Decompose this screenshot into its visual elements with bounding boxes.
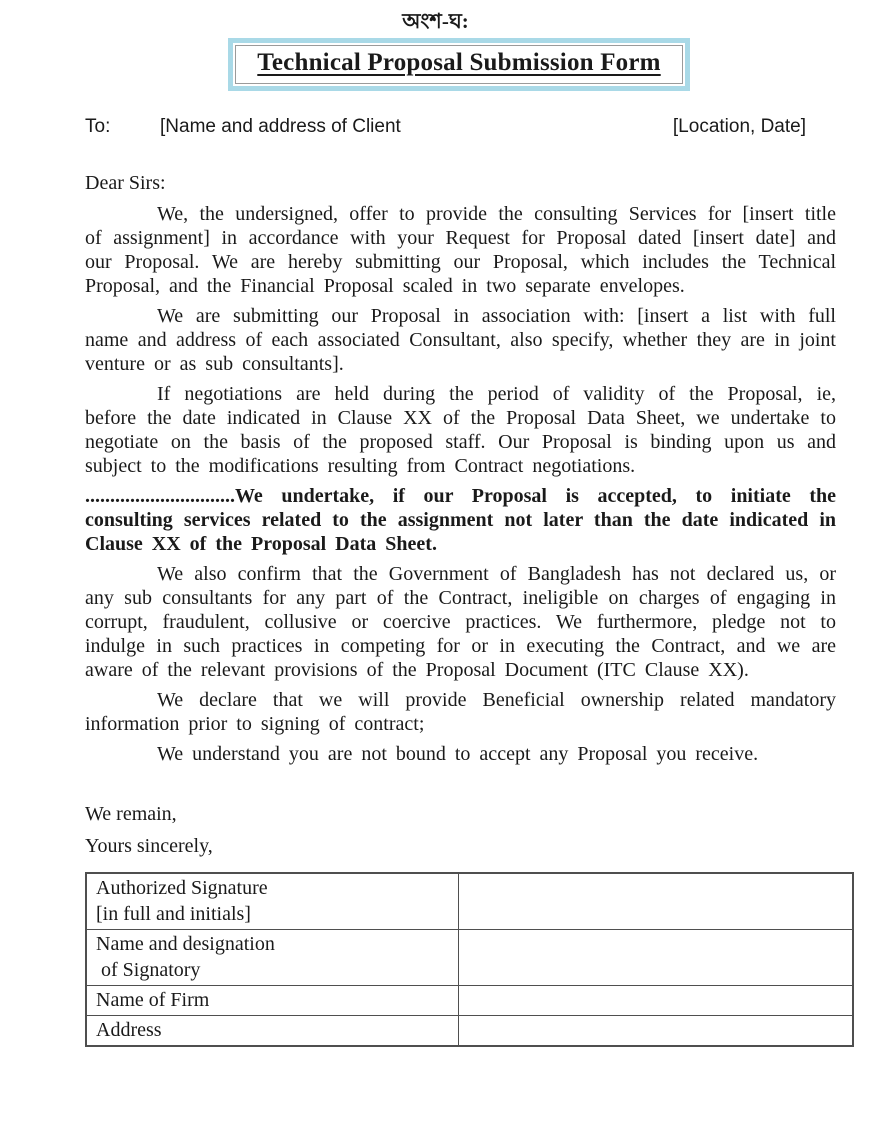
label-line: [in full and initials]	[96, 903, 251, 925]
recipient-row	[85, 115, 836, 139]
paragraph-association: We are submitting our Proposal in association with: [insert a list with full name and address of each associated Consultant, also specify, whether they are in joint venture or as sub consultants].	[85, 305, 836, 375]
salutation: Dear Sirs:	[85, 172, 166, 194]
closing-yours-sincerely: Yours sincerely,	[85, 835, 213, 857]
table-row-authorized-signature	[86, 873, 853, 930]
signature-value-cell	[459, 930, 854, 986]
signature-label-cell	[86, 1016, 459, 1047]
label-line: of Signatory	[96, 959, 201, 981]
signature-label-cell	[86, 930, 459, 986]
label-line: Address	[96, 1019, 162, 1041]
label-line: Authorized Signature	[96, 877, 268, 899]
closing-we-remain: We remain,	[85, 803, 177, 825]
section-label: অংশ-ঘ:	[402, 9, 469, 33]
document-title: Technical Proposal Submission Form	[257, 49, 661, 76]
signature-label-cell	[86, 986, 459, 1016]
paragraph-not-bound: We understand you are not bound to accept any Proposal you receive.	[157, 743, 759, 765]
to-label: To:	[85, 116, 111, 137]
label-line: Name and designation	[96, 933, 275, 955]
signature-value-cell	[459, 1016, 854, 1047]
client-name-placeholder: [Name and address of Client	[160, 116, 401, 137]
paragraph-offer: We, the undersigned, offer to provide the consulting Services for [insert title of assignment] in accordance with your Request for Proposal dated [insert date] and our Proposal. We are hereby submitting our Proposal, which includes the Technical Proposal, and the Financial Proposal scaled in two separate envelopes.	[85, 203, 836, 297]
letter-body	[85, 202, 836, 766]
title-box-inner	[235, 45, 683, 84]
table-row-name-of-firm	[86, 986, 853, 1016]
table-row-name-designation	[86, 930, 853, 986]
signature-value-cell	[459, 986, 854, 1016]
signature-label-cell	[86, 873, 459, 930]
paragraph-beneficial-ownership: We declare that we will provide Beneficial ownership related mandatory information prior to signing of contract;	[85, 689, 836, 735]
paragraph-negotiations: If negotiations are held during the period of validity of the Proposal, ie, before the date indicated in Clause XX of the Proposal Data Sheet, we undertake to negotiate on the basis of the proposed staff. Our Proposal is binding upon us and subject to the modifications resulting from Contract negotiations.	[85, 383, 836, 477]
location-date-placeholder: [Location, Date]	[672, 116, 806, 137]
paragraph-confirm-eligibility: We also confirm that the Government of Bangladesh has not declared us, or any sub consultants for any part of the Contract, ineligible on charges of engaging in corrupt, fraudulent, collusive or coercive practices. We furthermore, pledge not to indulge in such practices in competing for or in executing the Contract, and we are aware of the relevant provisions of the Proposal Document (ITC Clause XX).	[85, 563, 836, 681]
table-row-address	[86, 1016, 853, 1047]
label-line: Name of Firm	[96, 989, 210, 1011]
title-box	[228, 38, 690, 91]
paragraph-undertake-bold: ..............................We undertake, if our Proposal is accepted, to initiate the consulting services related to the assignment not later than the date indicated in Clause XX of the Proposal Data Sheet.	[85, 485, 836, 555]
signature-value-cell	[459, 873, 854, 930]
signature-table	[85, 872, 854, 1047]
